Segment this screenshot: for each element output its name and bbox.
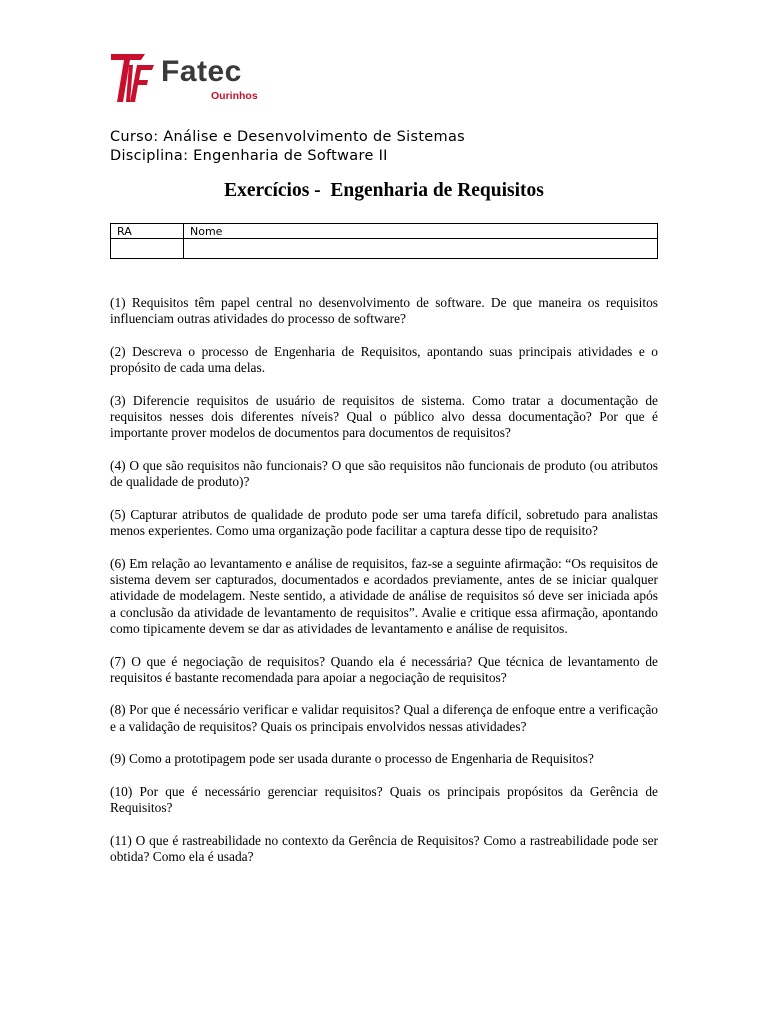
question-5: (5) Capturar atributos de qualidade de produto pode ser uma tarefa difícil, sobretudo para analistas menos experientes. Como uma organização pode facilitar a captura desse tipo de requisito? (110, 506, 658, 539)
discipline-line: Disciplina: Engenharia de Software II (110, 148, 388, 164)
logo-campus: Ourinhos (211, 90, 258, 102)
page-title: Exercícios - Engenharia de Requisitos (224, 180, 544, 201)
logo-wordmark: Fatec (161, 55, 242, 88)
nome-value-cell[interactable] (184, 239, 658, 259)
course-line: Curso: Análise e Desenvolvimento de Sistemas (110, 129, 465, 145)
course-header (110, 128, 465, 166)
question-3: (3) Diferencie requisitos de usuário de requisitos de sistema. Como tratar a documentação de requisitos nesses dois diferentes níveis? Qual o público alvo dessa documentação? Por que é importante prover modelos de documentos para documentos de requisitos? (110, 392, 658, 441)
student-id-table (110, 223, 658, 259)
ra-header: RA (111, 224, 184, 239)
question-list (110, 295, 658, 882)
question-4: (4) O que são requisitos não funcionais? O que são requisitos não funcionais de produto (ou atributos de qualidade de produto)? (110, 457, 658, 490)
question-11: (11) O que é rastreabilidade no contexto da Gerência de Requisitos? Como a rastreabilidade pode ser obtida? Como ela é usada? (110, 832, 658, 865)
fatec-logo (108, 50, 268, 106)
question-2: (2) Descreva o processo de Engenharia de Requisitos, apontando suas principais atividades e o propósito de cada uma delas. (110, 343, 658, 376)
question-8: (8) Por que é necessário verificar e validar requisitos? Qual a diferença de enfoque entre a verificação e a validação de requisitos? Quais os principais envolvidos nessas atividades? (110, 702, 658, 734)
nome-header: Nome (184, 224, 658, 239)
question-9: (9) Como a prototipagem pode ser usada durante o processo de Engenharia de Requisitos? (110, 751, 594, 767)
question-6: (6) Em relação ao levantamento e análise de requisitos, faz-se a seguinte afirmação: “Os requisitos de sistema devem ser capturados, documentados e acordados previamente, antes de se iniciar qualquer atividade de modelagem. Neste sentido, a atividade de análise de requisitos só deve ser iniciada após a conclusão da atividade de levantamento de requisitos”. Avalie e critique essa afirmação, apontando como tipicamente devem se dar as atividades de levantamento e análise de requisitos. (110, 555, 658, 636)
question-1: (1) Requisitos têm papel central no desenvolvimento de software. De que maneira os requisitos influenciam outras atividades do processo de software? (110, 295, 658, 327)
ra-value-cell[interactable] (111, 239, 184, 259)
question-7: (7) O que é negociação de requisitos? Quando ela é necessária? Que técnica de levantamento de requisitos é bastante recomendada para apoiar a negociação de requisitos? (110, 653, 658, 685)
fatec-logo-mark-icon (108, 50, 158, 104)
question-10: (10) Por que é necessário gerenciar requisitos? Quais os principais propósitos da Gerência de Requisitos? (110, 783, 658, 816)
